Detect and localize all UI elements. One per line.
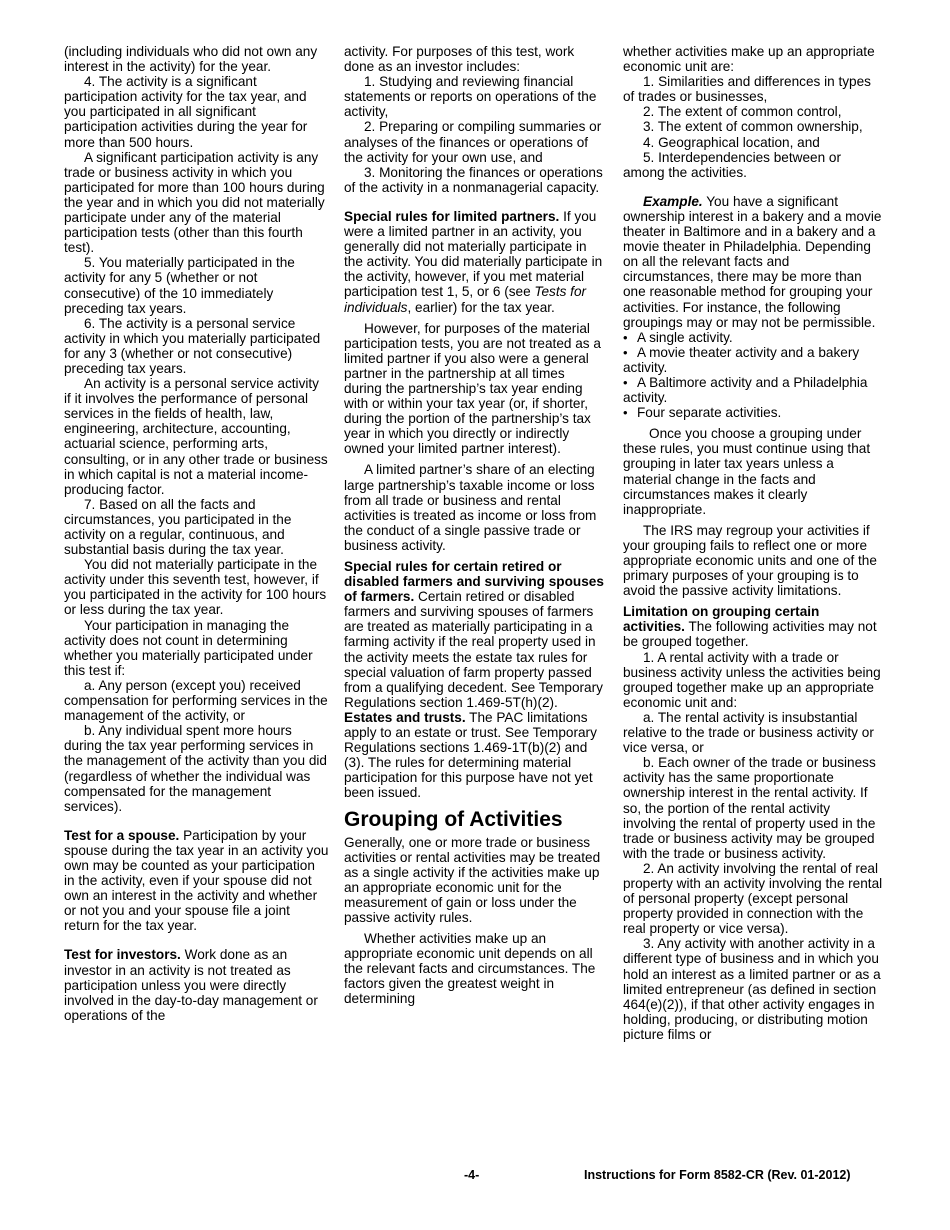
paragraph: 7. Based on all the facts and circumstances, you participated in the activity on a regular, continuous, and substantial basis during the tax year.	[64, 496, 292, 558]
investor-test-heading: Test for investors.	[64, 947, 181, 963]
column-middle	[344, 44, 606, 1007]
limited-partners-text-end: , earlier) for the tax year.	[407, 299, 555, 315]
paragraph: 2. The extent of common control,	[643, 104, 842, 120]
paragraph: Your participation in managing the activity does not count in determining whether you materially participated under this test if:	[64, 617, 313, 678]
paragraph: Once you choose a grouping under these rules, you must continue using that grouping in later tax years unless a material change in the facts and circumstances makes it clearly inappropriate.	[623, 426, 871, 517]
paragraph: 2. An activity involving the rental of real property with an activity involving the rental of personal property (except personal property provided in connection with the real property or vice versa).	[623, 860, 883, 937]
spouse-test-heading: Test for a spouse.	[64, 827, 180, 843]
estates-trusts-paragraph	[344, 710, 606, 801]
limitation-paragraph	[623, 604, 883, 649]
limitation-text: The following activities may not be grouped together.	[623, 619, 877, 650]
list-item: • A single activity.	[623, 330, 883, 345]
paragraph: activity. For purposes of this test, work done as an investor includes:	[344, 44, 575, 75]
retired-farmers-heading: Special rules for certain retired or disabled farmers and surviving spouses of farmers.	[344, 559, 604, 605]
paragraph: b. Any individual spent more hours during the tax year performing services in the management of the activity than you did (regardless of whether the individual was compensated for the management services).	[64, 723, 327, 814]
example-heading: Example.	[643, 193, 703, 209]
paragraph: 3. Monitoring the finances or operations of the activity in a nonmanagerial capacity.	[344, 164, 603, 195]
paragraph: 6. The activity is a personal service activity in which you materially participated for any 3 (whether or not consecutive) preceding tax years.	[64, 315, 321, 376]
retired-farmers-text: Certain retired or disabled farmers and surviving spouses of farmers are treated as materially participating in a farming activity if the real property used in the activity meets the estate tax rules for special valuation of farm property passed from a qualifying decedent. See Temporary Regulations section 1.469-5T(h)(2).	[344, 589, 603, 710]
paragraph: 4. The activity is a significant participation activity for the tax year, and you participated in all significant participation activities during the year for more than 500 hours.	[64, 74, 308, 150]
paragraph: b. Each owner of the trade or business activity has the same proportionate ownership interest in the rental activity. If so, the portion of the rental activity involving the rental of property used in the trade or business activity may be grouped with the trade or business activity.	[623, 755, 876, 861]
paragraph: 1. Similarities and differences in types of trades or businesses,	[623, 74, 871, 105]
limited-partners-paragraph	[344, 209, 606, 315]
paragraph: a. Any person (except you) received compensation for performing services in the management of the activity, or	[64, 677, 328, 724]
retired-farmers-paragraph	[344, 559, 606, 710]
limited-partners-heading: Special rules for limited partners.	[344, 208, 560, 224]
paragraph: An activity is a personal service activity if it involves the performance of personal services in the fields of health, law, engineering, architecture, accounting, actuarial science, performing arts, consulting, or in any other trade or business in which capital is not a material income-producing factor.	[64, 376, 328, 497]
paragraph: a. The rental activity is insubstantial relative to the trade or business activity or vice versa, or	[623, 709, 874, 756]
paragraph: 5. Interdependencies between or among the activities.	[623, 149, 842, 180]
paragraph: 3. The extent of common ownership,	[643, 119, 863, 135]
spouse-test-text: Participation by your spouse during the tax year in an activity you own may be counted as your participation in the activity, even if your spouse did not own an interest in the activity and whether or not you and your spouse file a joint return for the tax year.	[64, 827, 329, 934]
paragraph: A significant participation activity is any trade or business activity in which you participated for more than 100 hours during the year and in which you did not materially participate under any of the material participation tests (other than this fourth test).	[64, 149, 325, 256]
paragraph: 2. Preparing or compiling summaries or analyses of the finances or operations of the activity for your own use, and	[344, 119, 602, 165]
paragraph: 5. You materially participated in the activity for any 5 (whether or not consecutive) of the 10 immediately preceding tax years.	[64, 255, 295, 316]
estates-trusts-heading: Estates and trusts.	[344, 709, 466, 725]
example-paragraph	[623, 194, 883, 330]
column-left	[64, 44, 329, 1023]
paragraph: Whether activities make up an appropriate economic unit depends on all the relevant facts and circumstances. The factors given the greatest weight in determining	[344, 931, 596, 1007]
paragraph: You did not materially participate in the activity under this seventh test, however, if you participated in the activity for 100 hours or less during the tax year.	[64, 557, 327, 618]
list-item: • Four separate activities.	[623, 405, 883, 420]
estates-trusts-text: The PAC limitations apply to an estate or trust. See Temporary Regulations sections 1.469-1T(b)(2) and (3). The rules for determining material participation for this purpose have not yet been issued.	[344, 709, 597, 801]
limited-partners-text: If you were a limited partner in an activity, you generally did not materially participate in the activity. You did materially participate in the activity, however, if you met material participation test 1, 5, or 6 (see	[344, 208, 603, 300]
example-text: You have a significant ownership interest in a bakery and a movie theater in Baltimore and in a bakery and a movie theater in Philadelphia. Depending on all the relevant facts and circumstances, there may be more than one reasonable method for grouping your activities. For instance, the following groupings may or may not be permissible.	[623, 193, 882, 330]
column-right	[623, 44, 883, 1042]
paragraph: A limited partner’s share of an electing large partnership’s taxable income or loss from all trade or business and rental activities is treated as income or loss from the conduct of a single passive trade or business activity.	[344, 462, 597, 553]
grouping-section-title: Grouping of Activities	[344, 807, 563, 831]
tests-for-individuals-reference: Tests for individuals	[344, 284, 587, 315]
list-item: • A Baltimore activity and a Philadelphia activity.	[623, 375, 883, 405]
spouse-test-paragraph	[64, 828, 329, 934]
investor-test-text: Work done as an investor in an activity is not treated as participation unless you were directly involved in the day-to-day management or operations of the	[64, 947, 318, 1023]
form-reference: Instructions for Form 8582-CR (Rev. 01-2012)	[584, 1168, 851, 1182]
limitation-heading: Limitation on grouping certain activities.	[623, 604, 820, 635]
paragraph: 1. Studying and reviewing financial statements or reports on operations of the activity,	[344, 74, 597, 120]
paragraph: (including individuals who did not own any interest in the activity) for the year.	[64, 44, 318, 75]
paragraph: whether activities make up an appropriate economic unit are:	[623, 44, 875, 75]
paragraph: 4. Geographical location, and	[643, 134, 820, 150]
investor-test-paragraph	[64, 947, 329, 1022]
paragraph: However, for purposes of the material participation tests, you are not treated as a limited partner if you also were a general partner in the partnership at all times during the partnership’s tax year ending with or within your tax year (or, if shorter, during the portion of the partnership’s tax year in which you directly or indirectly owned your limited partner interest).	[344, 320, 601, 457]
paragraph: 3. Any activity with another activity in a different type of business and in which you hold an interest as a limited partner or as a limited entrepreneur (as defined in section 464(e)(2)), if that other activity engages in holding, producing, or distributing motion picture films or	[623, 936, 881, 1042]
paragraph: Generally, one or more trade or business activities or rental activities may be treated as a single activity if the activities make up an appropriate economic unit for the measurement of gain or loss under the passive activity rules.	[344, 834, 601, 925]
paragraph: 1. A rental activity with a trade or business activity unless the activities being grouped together make up an appropriate economic unit and:	[623, 649, 881, 710]
list-item: • A movie theater activity and a bakery activity.	[623, 345, 883, 375]
paragraph: The IRS may regroup your activities if your grouping fails to reflect one or more appropriate economic units and one of the primary purposes of your grouping is to avoid the passive activity limitations.	[623, 522, 877, 599]
page-number: -4-	[464, 1168, 480, 1182]
